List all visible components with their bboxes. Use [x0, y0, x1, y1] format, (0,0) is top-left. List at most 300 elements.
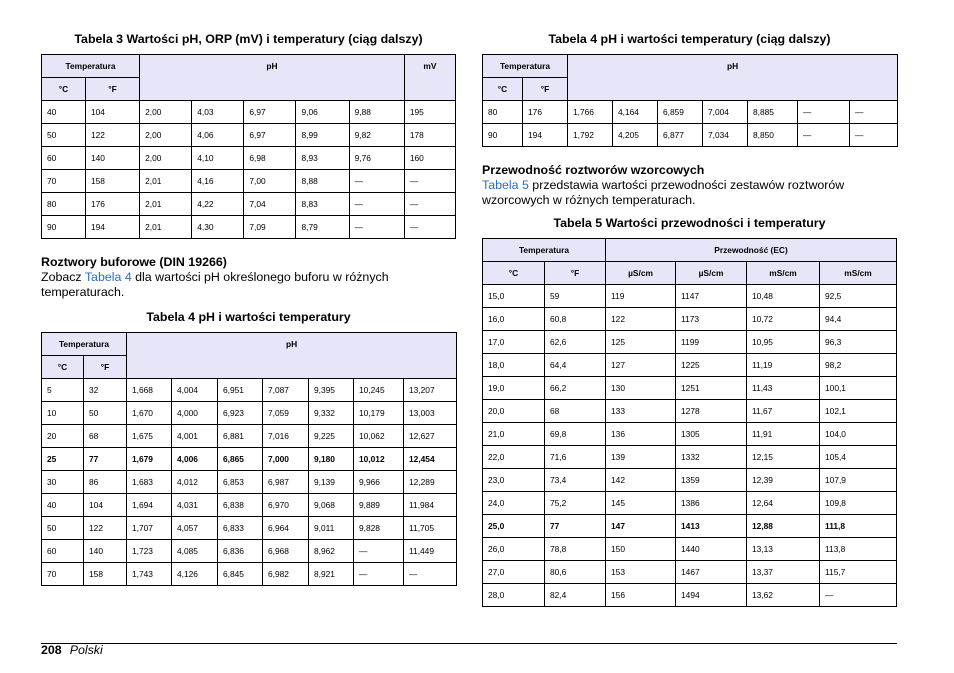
table4b-body [483, 101, 898, 147]
table-cell: 158 [85, 170, 139, 193]
table-cell: 1251 [676, 377, 747, 400]
table-cell: 13,13 [747, 538, 820, 561]
table-cell: 7,034 [703, 124, 748, 147]
table4-link[interactable]: Tabela 4 [84, 270, 132, 284]
table-row [483, 538, 897, 561]
table-cell: 68 [545, 400, 606, 423]
table-cell: 75,2 [545, 492, 606, 515]
table-cell: 4,205 [613, 124, 658, 147]
table-cell: 9,82 [349, 124, 404, 147]
table3-caption: Tabela 3 Wartości pH, ORP (mV) i temperatury (ciąg dalszy) [74, 32, 423, 46]
table-cell: 6,865 [218, 448, 263, 471]
table-cell: 11,449 [404, 540, 457, 563]
table-cell: 4,012 [172, 471, 218, 494]
table4-header-ph: pH [127, 333, 457, 379]
table-cell: 62,6 [545, 331, 606, 354]
table-row [483, 285, 897, 308]
table-cell: 1,694 [127, 494, 172, 517]
table-cell: 18,0 [483, 354, 545, 377]
table-cell: 1440 [676, 538, 747, 561]
table-cell: 78,8 [545, 538, 606, 561]
table-cell: 150 [606, 538, 676, 561]
table-cell: 10,72 [747, 308, 820, 331]
footer-divider [41, 643, 897, 644]
table-cell: 64,4 [545, 354, 606, 377]
table-cell: 6,877 [658, 124, 703, 147]
table-cell: 60 [42, 147, 86, 170]
conductivity-paragraph [482, 178, 897, 208]
table-cell: 136 [606, 423, 676, 446]
table-cell: 4,10 [192, 147, 244, 170]
table-cell: 6,845 [218, 563, 263, 586]
table-cell: 90 [483, 124, 523, 147]
table-cell: 6,97 [244, 101, 296, 124]
table-cell: 8,83 [296, 193, 349, 216]
table-cell: 28,0 [483, 584, 545, 607]
table-cell: 160 [404, 147, 455, 170]
table-cell: 8,99 [296, 124, 349, 147]
table-cell: 8,962 [309, 540, 354, 563]
table5-subheader: °F [545, 262, 606, 285]
table-cell: 11,19 [747, 354, 820, 377]
table-cell: 130 [606, 377, 676, 400]
table-row [483, 423, 897, 446]
table-cell: 1173 [676, 308, 747, 331]
table4-caption: Tabela 4 pH i wartości temperatury [146, 310, 351, 324]
table-cell: 11,43 [747, 377, 820, 400]
table-row [42, 448, 457, 471]
buffers-text-before: Zobacz [41, 270, 85, 284]
table-cell: — [404, 563, 457, 586]
table-cell: 40 [42, 494, 84, 517]
table-cell: 6,968 [263, 540, 309, 563]
table-cell: 20 [42, 425, 84, 448]
table-cell: 6,838 [218, 494, 263, 517]
table-cell: 17,0 [483, 331, 545, 354]
table-cell: — [349, 216, 404, 239]
table-cell: 21,0 [483, 423, 545, 446]
table-cell: 194 [523, 124, 568, 147]
table-row [483, 584, 897, 607]
table5-subheader: mS/cm [747, 262, 820, 285]
table-row [483, 469, 897, 492]
table-cell: 6,833 [218, 517, 263, 540]
table5-subheader: µS/cm [606, 262, 676, 285]
buffers-heading: Roztwory buforowe (DIN 19266) [41, 255, 227, 269]
table-cell: 9,225 [309, 425, 354, 448]
table-cell: 80 [483, 101, 523, 124]
table-cell: 6,853 [218, 471, 263, 494]
table5-subheader: °C [483, 262, 545, 285]
table-row [42, 425, 457, 448]
table-cell: 98,2 [820, 354, 897, 377]
table-row [42, 170, 456, 193]
table5-subheader: mS/cm [820, 262, 897, 285]
table-cell: 7,087 [263, 379, 309, 402]
table5 [482, 238, 897, 607]
table-cell: 7,000 [263, 448, 309, 471]
table-cell: — [850, 101, 898, 124]
table-row [42, 471, 457, 494]
page-number: 208 [41, 643, 62, 657]
table-cell: 125 [606, 331, 676, 354]
table-cell: 23,0 [483, 469, 545, 492]
table-cell: 60 [42, 540, 84, 563]
table-row [483, 400, 897, 423]
table4-header-temperature: Temperatura [42, 333, 127, 356]
table-cell: 6,859 [658, 101, 703, 124]
table-row [42, 494, 457, 517]
table-cell: 2,00 [140, 124, 192, 147]
table-row [483, 124, 898, 147]
table-cell: 8,921 [309, 563, 354, 586]
table-cell: — [798, 124, 850, 147]
table4-continued [482, 54, 898, 147]
table-row [483, 492, 897, 515]
table-row [42, 540, 457, 563]
table-cell: — [820, 584, 897, 607]
table-cell: 7,00 [244, 170, 296, 193]
table-cell: 109,8 [820, 492, 897, 515]
table-cell: 90 [42, 216, 86, 239]
table4 [41, 332, 457, 586]
table3-body [42, 101, 456, 239]
table-cell: 9,06 [296, 101, 349, 124]
table-cell: 8,88 [296, 170, 349, 193]
table-cell: 12,39 [747, 469, 820, 492]
table-cell: 195 [404, 101, 455, 124]
table-cell: 102,1 [820, 400, 897, 423]
table-cell: 66,2 [545, 377, 606, 400]
conductivity-text-after: przedstawia wartości przewodności zestawów roztworów wzorcowych w różnych temperaturach. [482, 178, 845, 207]
table4b-caption: Tabela 4 pH i wartości temperatury (ciąg dalszy) [548, 32, 831, 46]
table-cell: 104 [85, 101, 139, 124]
table-row [42, 563, 457, 586]
table-cell: 1305 [676, 423, 747, 446]
table5-subheader: µS/cm [676, 262, 747, 285]
table-cell: 153 [606, 561, 676, 584]
table-cell: 7,059 [263, 402, 309, 425]
table-row [483, 377, 897, 400]
table-cell: 1225 [676, 354, 747, 377]
table-cell: 19,0 [483, 377, 545, 400]
table-cell: 1,670 [127, 402, 172, 425]
table-cell: — [798, 101, 850, 124]
table-cell: 9,180 [309, 448, 354, 471]
table-cell: 77 [84, 448, 127, 471]
table-cell: 147 [606, 515, 676, 538]
table-cell: 4,031 [172, 494, 218, 517]
table-cell: 158 [84, 563, 127, 586]
table-cell: 122 [606, 308, 676, 331]
table-row [483, 561, 897, 584]
table-cell: 1494 [676, 584, 747, 607]
table-cell: 68 [84, 425, 127, 448]
table-cell: 104 [84, 494, 127, 517]
table-cell: — [354, 563, 404, 586]
table-cell: 9,828 [354, 517, 404, 540]
table-cell: 4,16 [192, 170, 244, 193]
table-cell: 6,951 [218, 379, 263, 402]
table3-header-ph: pH [140, 55, 405, 101]
table-cell: 59 [545, 285, 606, 308]
table-row [483, 354, 897, 377]
buffers-paragraph [41, 270, 456, 300]
table-cell: 104,0 [820, 423, 897, 446]
table-cell: 4,004 [172, 379, 218, 402]
table-cell: 32 [84, 379, 127, 402]
table-cell: 1,743 [127, 563, 172, 586]
table-cell: 2,01 [140, 193, 192, 216]
table-cell: 12,627 [404, 425, 457, 448]
table-cell: 25 [42, 448, 84, 471]
table-cell: 12,15 [747, 446, 820, 469]
table-cell: 176 [85, 193, 139, 216]
table-cell: 6,970 [263, 494, 309, 517]
buffers-text-after: dla wartości pH określonego buforu w różnych temperaturach. [41, 270, 389, 299]
table-cell: 13,207 [404, 379, 457, 402]
table-cell: 1467 [676, 561, 747, 584]
table-row [42, 124, 456, 147]
table-row [42, 216, 456, 239]
table-cell: 1359 [676, 469, 747, 492]
table-cell: 2,01 [140, 170, 192, 193]
table-cell: 6,98 [244, 147, 296, 170]
table-cell: 69,8 [545, 423, 606, 446]
table4-body [42, 379, 457, 586]
right-column [482, 32, 897, 607]
table-cell: 4,085 [172, 540, 218, 563]
table-cell: 6,836 [218, 540, 263, 563]
table-cell: 107,9 [820, 469, 897, 492]
table-cell: 1,683 [127, 471, 172, 494]
table-cell: 50 [42, 517, 84, 540]
table-cell: 4,03 [192, 101, 244, 124]
table-cell: 10,062 [354, 425, 404, 448]
table-row [42, 147, 456, 170]
table-cell: 115,7 [820, 561, 897, 584]
table-cell: — [404, 170, 455, 193]
table-cell: 145 [606, 492, 676, 515]
table4b-header-temperature: Temperatura [483, 55, 568, 78]
table-cell: 6,881 [218, 425, 263, 448]
table-cell: 24,0 [483, 492, 545, 515]
table4-header-celsius: °C [42, 356, 84, 379]
table-cell: 77 [545, 515, 606, 538]
table-cell: 25,0 [483, 515, 545, 538]
table-cell: 111,8 [820, 515, 897, 538]
table-cell: 27,0 [483, 561, 545, 584]
table-cell: 80 [42, 193, 86, 216]
table3-header-mv: mV [404, 55, 455, 101]
table3-header-temperature: Temperatura [42, 55, 140, 78]
table-row [42, 402, 457, 425]
table-cell: 9,395 [309, 379, 354, 402]
table-cell: 12,88 [747, 515, 820, 538]
table-cell: 176 [523, 101, 568, 124]
table-cell: 96,3 [820, 331, 897, 354]
table-cell: 8,885 [748, 101, 798, 124]
table-cell: 11,67 [747, 400, 820, 423]
table-row [42, 517, 457, 540]
table-cell: — [349, 193, 404, 216]
table-cell: 156 [606, 584, 676, 607]
table-cell: 8,79 [296, 216, 349, 239]
table-cell: 20,0 [483, 400, 545, 423]
table-cell: 50 [84, 402, 127, 425]
table-cell: 122 [85, 124, 139, 147]
table-cell: 12,454 [404, 448, 457, 471]
table-cell: 8,850 [748, 124, 798, 147]
table-cell: 142 [606, 469, 676, 492]
table-cell: 9,332 [309, 402, 354, 425]
table-cell: 139 [606, 446, 676, 469]
table-row [483, 101, 898, 124]
table-cell: 4,06 [192, 124, 244, 147]
table-cell: 6,964 [263, 517, 309, 540]
table-cell: 70 [42, 170, 86, 193]
table-cell: 140 [84, 540, 127, 563]
table-cell: 9,139 [309, 471, 354, 494]
table-cell: 10,48 [747, 285, 820, 308]
table-cell: 70 [42, 563, 84, 586]
table-cell: — [404, 216, 455, 239]
page-footer [41, 643, 103, 658]
table-cell: 71,6 [545, 446, 606, 469]
table-cell: 1,723 [127, 540, 172, 563]
table-cell: 80,6 [545, 561, 606, 584]
table-cell: 1199 [676, 331, 747, 354]
table-cell: 12,289 [404, 471, 457, 494]
table5-body [483, 285, 897, 607]
table-cell: 10,012 [354, 448, 404, 471]
left-column [41, 32, 456, 586]
table5-caption: Tabela 5 Wartości przewodności i temperatury [553, 216, 826, 230]
table-cell: 50 [42, 124, 86, 147]
table-cell: 127 [606, 354, 676, 377]
table-cell: 6,97 [244, 124, 296, 147]
table-cell: 7,09 [244, 216, 296, 239]
table-cell: 2,00 [140, 147, 192, 170]
table-cell: 1332 [676, 446, 747, 469]
table-cell: 94,4 [820, 308, 897, 331]
table-cell: 10,95 [747, 331, 820, 354]
table-cell: 178 [404, 124, 455, 147]
table-cell: 4,057 [172, 517, 218, 540]
table-cell: 22,0 [483, 446, 545, 469]
table-cell: 1278 [676, 400, 747, 423]
table-cell: 7,016 [263, 425, 309, 448]
table-cell: 4,164 [613, 101, 658, 124]
table-cell: 1386 [676, 492, 747, 515]
table-cell: 13,62 [747, 584, 820, 607]
table-cell: 12,64 [747, 492, 820, 515]
table-cell: 13,003 [404, 402, 457, 425]
table-cell: 1,707 [127, 517, 172, 540]
table-cell: 194 [85, 216, 139, 239]
table3-header-fahrenheit: °F [85, 78, 139, 101]
table-cell: 16,0 [483, 308, 545, 331]
table-cell: 40 [42, 101, 86, 124]
table-cell: 4,22 [192, 193, 244, 216]
table-cell: 119 [606, 285, 676, 308]
table-cell: 10,245 [354, 379, 404, 402]
table-row [483, 446, 897, 469]
table-cell: 1,792 [568, 124, 613, 147]
table-row [42, 101, 456, 124]
table-cell: 6,982 [263, 563, 309, 586]
table-cell: 9,011 [309, 517, 354, 540]
table-cell: 7,004 [703, 101, 748, 124]
table-cell: 6,987 [263, 471, 309, 494]
table-cell: 4,000 [172, 402, 218, 425]
table-cell: 5 [42, 379, 84, 402]
table-cell: 2,00 [140, 101, 192, 124]
table-cell: 4,30 [192, 216, 244, 239]
table-cell: 105,4 [820, 446, 897, 469]
table3-header-celsius: °C [42, 78, 86, 101]
table-row [483, 515, 897, 538]
table-row [42, 193, 456, 216]
table-cell: 140 [85, 147, 139, 170]
table-cell: 11,91 [747, 423, 820, 446]
table4b-header-fahrenheit: °F [523, 78, 568, 101]
table-cell: 100,1 [820, 377, 897, 400]
table-cell: 2,01 [140, 216, 192, 239]
table5-header-conductivity: Przewodność (EC) [606, 239, 897, 262]
table3 [41, 54, 456, 239]
table-cell: 13,37 [747, 561, 820, 584]
table-cell: 30 [42, 471, 84, 494]
table-row [42, 379, 457, 402]
table5-header-temperature: Temperatura [483, 239, 606, 262]
table5-link[interactable]: Tabela 5 [482, 178, 529, 192]
table-cell: 10,179 [354, 402, 404, 425]
table-cell: 4,006 [172, 448, 218, 471]
table-cell: 4,126 [172, 563, 218, 586]
table-cell: 6,923 [218, 402, 263, 425]
table-cell: 10 [42, 402, 84, 425]
table-cell: 9,76 [349, 147, 404, 170]
conductivity-heading: Przewodność roztworów wzorcowych [482, 163, 705, 177]
table-cell: 4,001 [172, 425, 218, 448]
table-cell: 9,966 [354, 471, 404, 494]
table-cell: 92,5 [820, 285, 897, 308]
table-cell: 1,675 [127, 425, 172, 448]
table-cell: 82,4 [545, 584, 606, 607]
table-cell: — [850, 124, 898, 147]
table-cell: 15,0 [483, 285, 545, 308]
table4b-header-celsius: °C [483, 78, 523, 101]
table-row [483, 331, 897, 354]
table-cell: 60,8 [545, 308, 606, 331]
table-cell: 1,668 [127, 379, 172, 402]
table-cell: 9,068 [309, 494, 354, 517]
table-cell: 1,679 [127, 448, 172, 471]
table-cell: 11,984 [404, 494, 457, 517]
table4-header-fahrenheit: °F [84, 356, 127, 379]
table-cell: 11,705 [404, 517, 457, 540]
table-cell: — [404, 193, 455, 216]
table-cell: 1147 [676, 285, 747, 308]
table-cell: 7,04 [244, 193, 296, 216]
table-cell: 9,88 [349, 101, 404, 124]
table-cell: 1,766 [568, 101, 613, 124]
table-cell: 86 [84, 471, 127, 494]
table-cell: 26,0 [483, 538, 545, 561]
table-cell: 8,93 [296, 147, 349, 170]
table-cell: 113,8 [820, 538, 897, 561]
